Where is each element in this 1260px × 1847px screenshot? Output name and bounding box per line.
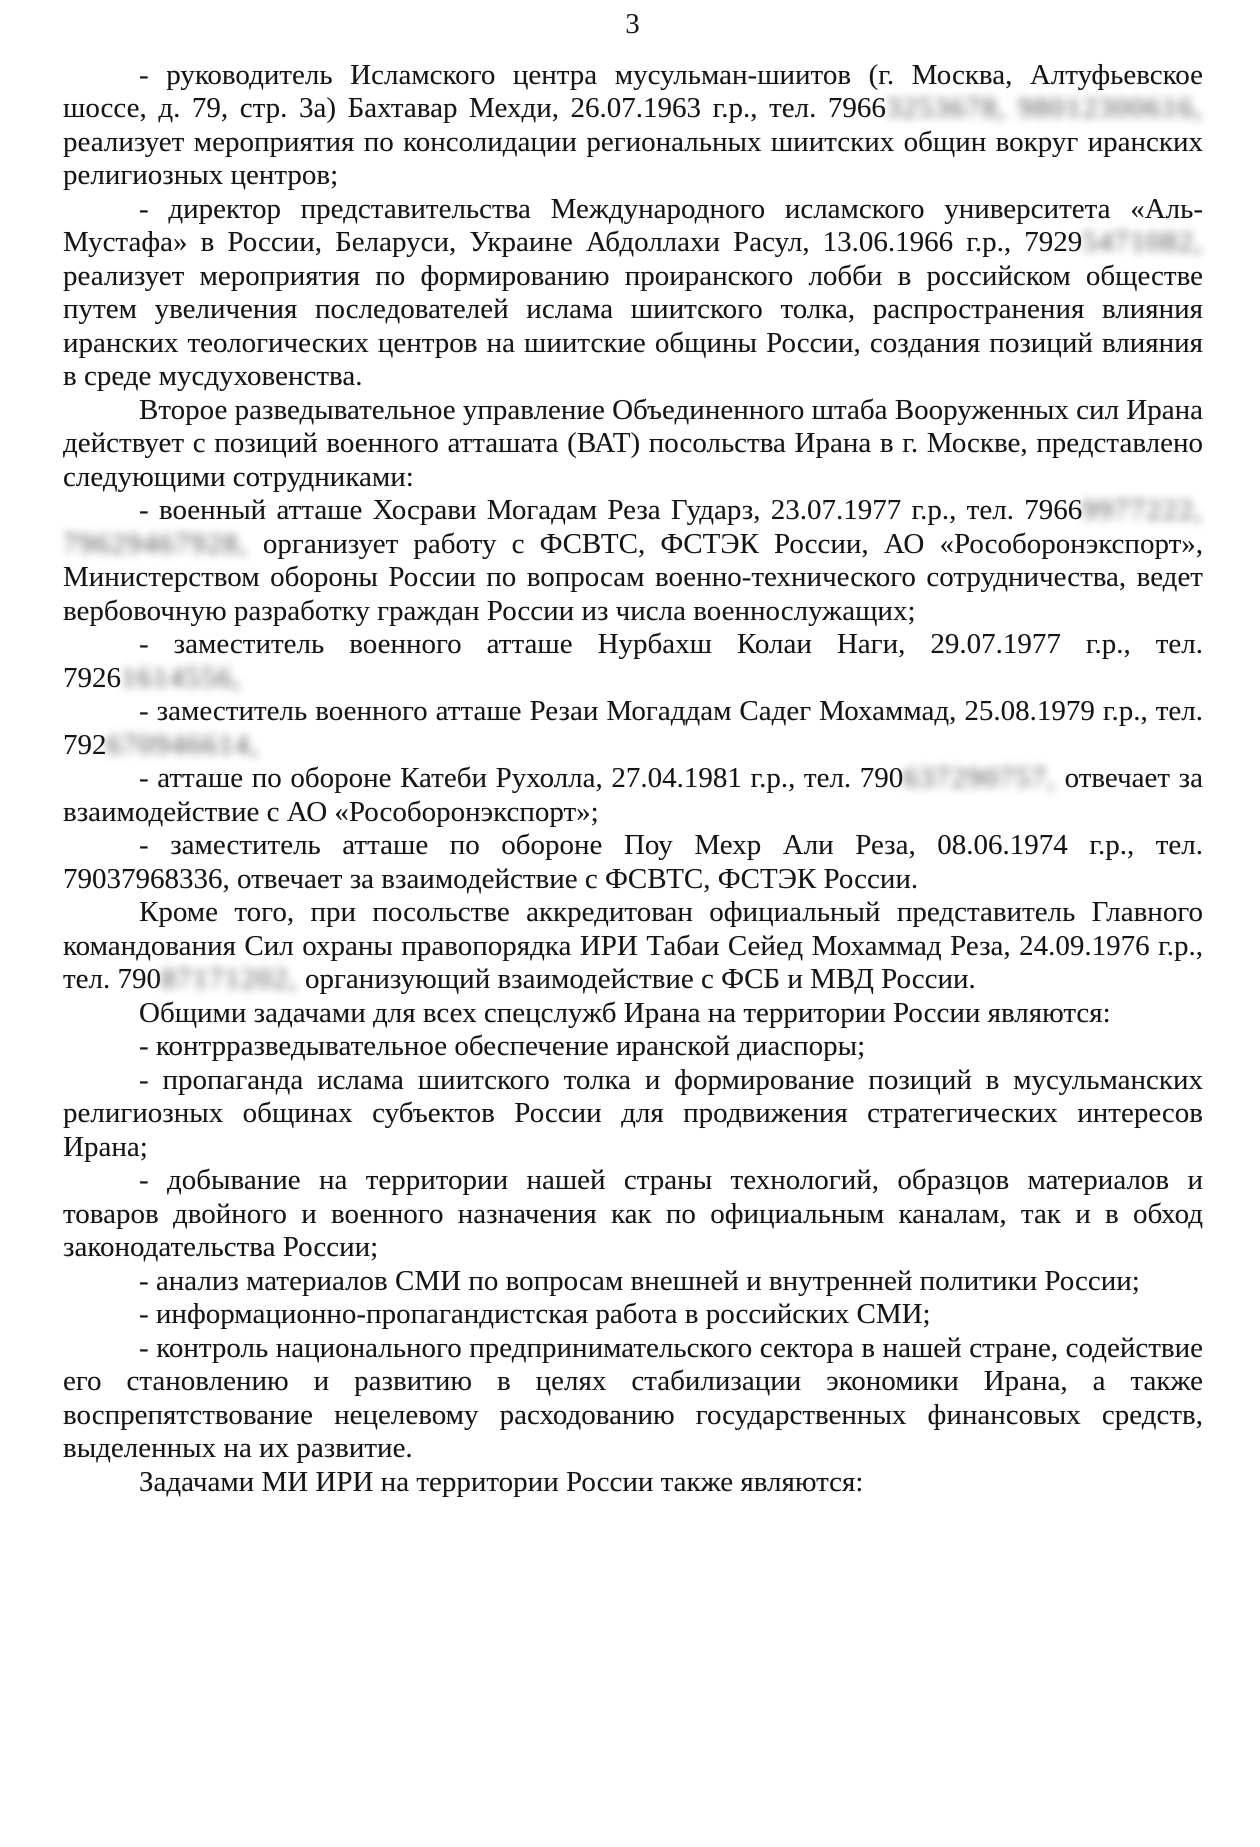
text-run: - контрразведывательное обеспечение иранской диаспоры; — [139, 1030, 866, 1062]
text-run: реализует мероприятия по формированию проиранского лобби в российском обществе путем увеличения последователей ислама шиитского толка, распространения влияния иранских теологических центров на шиитские общины России, создания позиций влияния в среде мусдуховенства. — [63, 259, 1203, 392]
redacted-phone-number: 637290757, — [903, 762, 1057, 794]
text-run: организует работу с ФСВТС, ФСТЭК России, АО «Рособоронэкспорт», Министерством обороны России по вопросам военно-технического сотрудничества, ведет вербовочную разработку граждан России из числа военнослужащих; — [63, 527, 1203, 627]
text-run: реализует мероприятия по консолидации региональных шиитских общин вокруг иранских религиозных центров; — [63, 125, 1203, 191]
text-run: - пропаганда ислама шиитского толка и формирование позиций в мусульманских религиозных общинах субъектов России для продвижения стратегических интересов Ирана; — [63, 1063, 1203, 1163]
redacted-phone-number: 98012300616, — [1018, 92, 1203, 124]
paragraph — [63, 1164, 1203, 1265]
text-run: - добывание на территории нашей страны технологий, образцов материалов и товаров двойного и военного назначения как по официальным каналам, так и в обход законодательства России; — [63, 1164, 1203, 1263]
page-number: 3 — [625, 8, 641, 40]
redacted-phone-number: 1614556, — [121, 661, 242, 694]
text-run: - заместитель военного атташе Резаи Могаддам Садег Мохаммад, 25.08.1979 г.р., тел. 792 — [63, 695, 1203, 761]
text-run: отвечает за взаимодействие с АО «Рособоронэкспорт»; — [63, 762, 1204, 828]
text-run: - директор представительства Международного исламского университета «Аль-Мустафа» в России, Беларуси, Украине Абдоллахи Расул, 13.06.1966 г.р., 7929 — [63, 192, 1203, 258]
text-run: Задачами МИ ИРИ на территории России также являются: — [139, 1465, 864, 1498]
paragraph — [63, 1298, 1203, 1332]
text-run: Кроме того, при посольстве аккредитован официальный представитель Главного командования Сил охраны правопорядка ИРИ Табаи Сейед Мохаммад Реза, 24.09.1976 г.р., тел. 790 — [63, 896, 1203, 995]
paragraph — [63, 829, 1203, 896]
text-run: - контроль национального предпринимательского сектора в нашей стране, содействие его становлению и развитию в целях стабилизации экономики Ирана, а также воспрепятствование нецелевому расходованию государственных финансовых средств, выделенных на их развитие. — [63, 1331, 1203, 1464]
text-run: - информационно-пропагандистская работа в российских СМИ; — [139, 1298, 931, 1330]
paragraph — [63, 695, 1203, 762]
text-run: - заместитель атташе по обороне Поу Мехр Али Реза, 08.06.1974 г.р., тел. 79037968336, отвечает за взаимодействие с ФСВТС, ФСТЭК России. — [63, 829, 1203, 895]
text-run: Второе разведывательное управление Объединенного штаба Вооруженных сил Ирана действует с позиций военного атташата (ВАТ) посольства Ирана в г. Москве, представлено следующими сотрудниками: — [63, 393, 1203, 493]
redacted-phone-number: 5471082, — [1082, 226, 1203, 258]
redacted-phone-number: 87171202, — [161, 963, 298, 995]
paragraph — [63, 997, 1203, 1031]
paragraph — [63, 762, 1203, 829]
paragraph — [63, 1265, 1203, 1299]
text-run — [1007, 92, 1019, 124]
redacted-phone-number: 670946614, — [106, 728, 260, 761]
document-body — [63, 59, 1203, 1500]
paragraph — [63, 1030, 1203, 1064]
text-run: Общими задачами для всех спецслужб Ирана на территории России являются: — [139, 996, 1111, 1029]
redacted-phone-number: 79629467928, — [63, 527, 248, 560]
paragraph — [63, 59, 1203, 193]
text-run: - заместитель военного атташе Нурбахш Колаи Наги, 29.07.1977 г.р., тел. 7926 — [63, 628, 1203, 694]
text-run: - военный атташе Хосрави Могадам Реза Гударз, 23.07.1977 г.р., тел. 7966 — [139, 494, 1083, 526]
text-run: - анализ материалов СМИ по вопросам внешней и внутренней политики России; — [139, 1264, 1140, 1297]
redacted-phone-number: 9977222, — [1082, 494, 1203, 526]
text-run: - атташе по обороне Катеби Рухолла, 27.04.1981 г.р., тел. 790 — [139, 762, 904, 794]
paragraph — [63, 896, 1203, 997]
text-run: организующий взаимодействие с ФСБ и МВД России. — [297, 963, 976, 995]
redacted-phone-number: 3253678, — [885, 92, 1007, 124]
paragraph — [63, 628, 1203, 695]
paragraph — [63, 394, 1203, 495]
paragraph — [63, 1064, 1203, 1165]
paragraph — [63, 494, 1203, 628]
text-run: - руководитель Исламского центра мусульман-шиитов (г. Москва, Алтуфьевское шоссе, д. 79, стр. 3а) Бахтавар Мехди, 26.07.1963 г.р., тел. 7966 — [63, 58, 1203, 124]
paragraph — [63, 193, 1203, 394]
paragraph — [63, 1466, 1203, 1500]
paragraph — [63, 1332, 1203, 1466]
